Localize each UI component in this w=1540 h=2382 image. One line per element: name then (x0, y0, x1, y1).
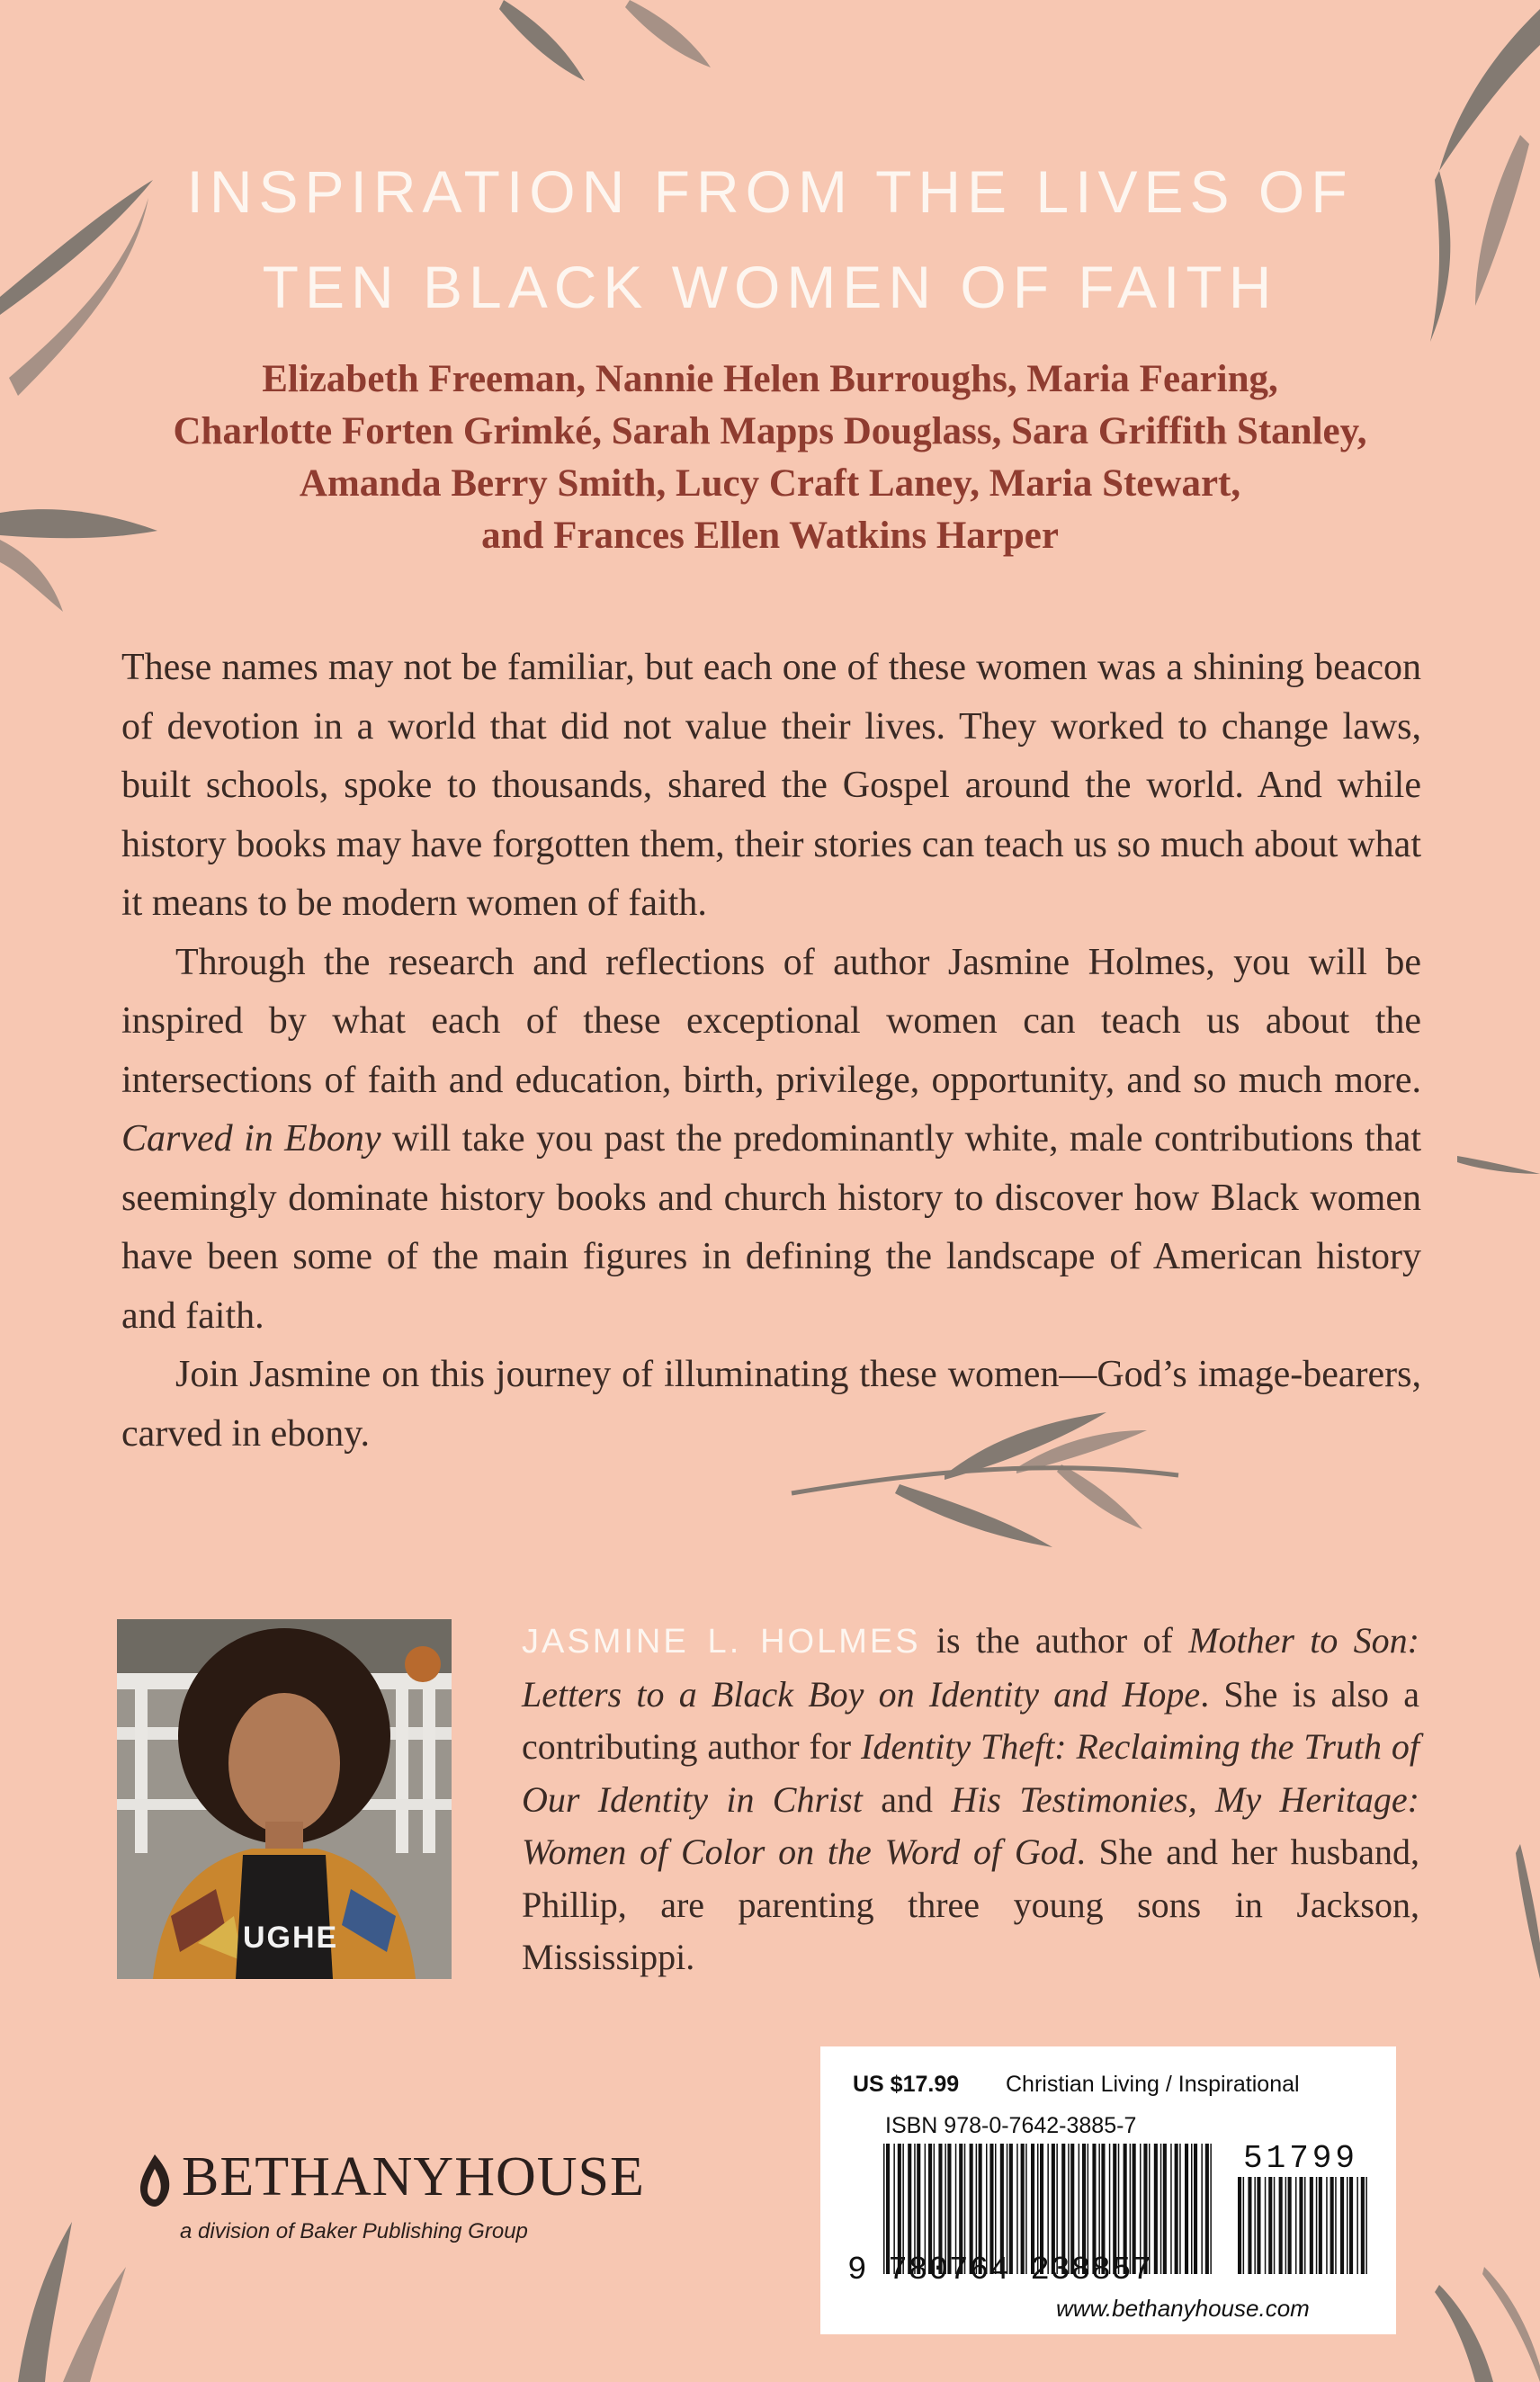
headline-line-1: INSPIRATION FROM THE LIVES OF (186, 158, 1354, 225)
barcode-digits: 9 780764 238857 (847, 2252, 1153, 2288)
barcode-bar (1248, 2177, 1251, 2274)
names-line-2: Charlotte Forten Grimké, Sarah Mapps Douglass, Sara Griffith Stanley, (173, 410, 1367, 452)
headline (0, 144, 1540, 335)
leaf-icon (625, 0, 711, 67)
headline-line-2: TEN BLACK WOMEN OF FAITH (262, 254, 1278, 320)
isbn: ISBN 978-0-7642-3885-7 (885, 2113, 1137, 2138)
bio-book-3: His Testimonies, My Heritage: Women of Color on the Word of God (522, 1778, 1419, 1872)
bio-text-4: . She and her husband, Phillip, are parenting three young sons in Jackson, Mississippi. (522, 1831, 1419, 1977)
bio-text-1: is the author of (920, 1620, 1189, 1661)
barcode-bar (1365, 2177, 1367, 2274)
barcode-bar (1349, 2177, 1353, 2274)
leaf-icon (1057, 1464, 1142, 1529)
leaf-icon (18, 2222, 72, 2382)
bio-book-2: Identity Theft: Reclaiming the Truth of Our Identity in Christ (522, 1726, 1419, 1820)
barcode-bar (1265, 2177, 1267, 2274)
price: US $17.99 (853, 2072, 960, 2097)
barcode-bar (1179, 2144, 1181, 2274)
barcode-bar (1319, 2177, 1322, 2274)
bio-text-2: . She is also a contributing author for (522, 1673, 1420, 1767)
publisher-subtitle: a division of Baker Publishing Group (180, 2219, 528, 2243)
barcode-bar (1194, 2144, 1197, 2274)
barcode-bar (1170, 2144, 1172, 2274)
barcode-bar (1210, 2144, 1212, 2274)
category: Christian Living / Inspirational (1006, 2072, 1300, 2097)
barcode-bar (1185, 2144, 1188, 2274)
barcode-bar (1304, 2177, 1306, 2274)
bethany-house-flame-icon (135, 2153, 175, 2208)
names-line-4: and Frances Ellen Watkins Harper (481, 515, 1059, 557)
barcode-bar (1316, 2177, 1318, 2274)
leaf-icon (499, 0, 585, 81)
barcode-bar (1274, 2177, 1276, 2274)
barcode-bar (1356, 2177, 1358, 2274)
barcode-bar (1205, 2144, 1209, 2274)
barcode-bar (1361, 2177, 1365, 2274)
addon-barcode-bars (1236, 2177, 1373, 2274)
description-paragraph-3: Join Jasmine on this journey of illuminating these women—God’s image-bearers, carved in ebony. (121, 1354, 1421, 1455)
author-bio (522, 1615, 1419, 1984)
leaf-icon (792, 1468, 1178, 1493)
barcode-bar (1279, 2177, 1283, 2274)
barcode-bar (1326, 2177, 1328, 2274)
publisher-name: BETHANYHOUSE (182, 2146, 645, 2207)
leaf-icon (1482, 2267, 1540, 2382)
barcode-bar (1340, 2177, 1344, 2274)
author-photo (117, 1619, 452, 1979)
barcode-bar (1268, 2177, 1272, 2274)
addon-number: 51799 (1243, 2140, 1359, 2177)
leaf-icon (0, 540, 63, 612)
leaf-icon (1435, 2285, 1493, 2382)
publisher-url: www.bethanyhouse.com (1056, 2295, 1310, 2322)
publisher-logo (135, 2145, 675, 2271)
barcode-bar (1160, 2144, 1162, 2274)
leaf-icon (895, 1484, 1052, 1547)
description-paragraph-1: These names may not be familiar, but each one of these women was a shining beacon of devotion in a world that did not value their lives. They worked to change laws, built schools, spoke to thousands, shared the Gospel around the world. And while history books may have forgotten them, their stories can teach us so much about what it means to be modern women of faith. (121, 647, 1421, 924)
barcode-bar (1310, 2177, 1313, 2274)
shirt-text: UGHE (243, 1921, 339, 1955)
barcode-bar (1254, 2177, 1256, 2274)
barcode-bar (1238, 2177, 1241, 2274)
barcode-bar (1288, 2177, 1292, 2274)
leaf-icon (63, 2267, 126, 2382)
book-description (121, 639, 1421, 1464)
bio-text-3: and (862, 1778, 952, 1820)
barcode-bar (1347, 2177, 1348, 2274)
barcode-bar (1163, 2144, 1167, 2274)
paragraph-2-text-b: will take you past the predominantly white, male contributions that seemingly dominate history books and church history to discover how Black women have been some of the main figures in defining the landscape of American history and faith. (121, 1118, 1422, 1337)
bio-book-1: Mother to Son: Letters to a Black Boy on Identity and Hope (522, 1620, 1419, 1715)
paragraph-2-text-a: Through the research and reflections of author Jasmine Holmes, you will be inspired by what each of these exceptional women can teach us about the intersections of faith and education, birth, privilege, opportunity, and so much more. (121, 941, 1421, 1101)
barcode-bar (1335, 2177, 1337, 2274)
barcode-panel (820, 2046, 1396, 2334)
leaf-icon (1457, 1156, 1540, 1174)
names-line-1: Elizabeth Freeman, Nannie Helen Burroughs, Maria Fearing, (262, 358, 1278, 400)
barcode-bar (1285, 2177, 1287, 2274)
barcode-bar (1330, 2177, 1334, 2274)
barcode-bar (1175, 2144, 1178, 2274)
barcode-bar (1154, 2144, 1158, 2274)
barcode-bar (1243, 2177, 1245, 2274)
barcode-bar (1295, 2177, 1297, 2274)
description-paragraph-2 (121, 934, 1421, 1347)
barcode-bar (1257, 2177, 1260, 2274)
leaf-icon (1516, 1844, 1540, 1979)
names-line-3: Amanda Berry Smith, Lucy Craft Laney, Maria Stewart, (299, 462, 1241, 505)
barcode-bar (1299, 2177, 1303, 2274)
barcode-bar (1201, 2144, 1203, 2274)
author-name: JASMINE L. HOLMES (522, 1623, 921, 1661)
featured-women-names (90, 354, 1450, 562)
barcode-bar (1191, 2144, 1193, 2274)
book-title: Carved in Ebony (121, 1118, 381, 1160)
